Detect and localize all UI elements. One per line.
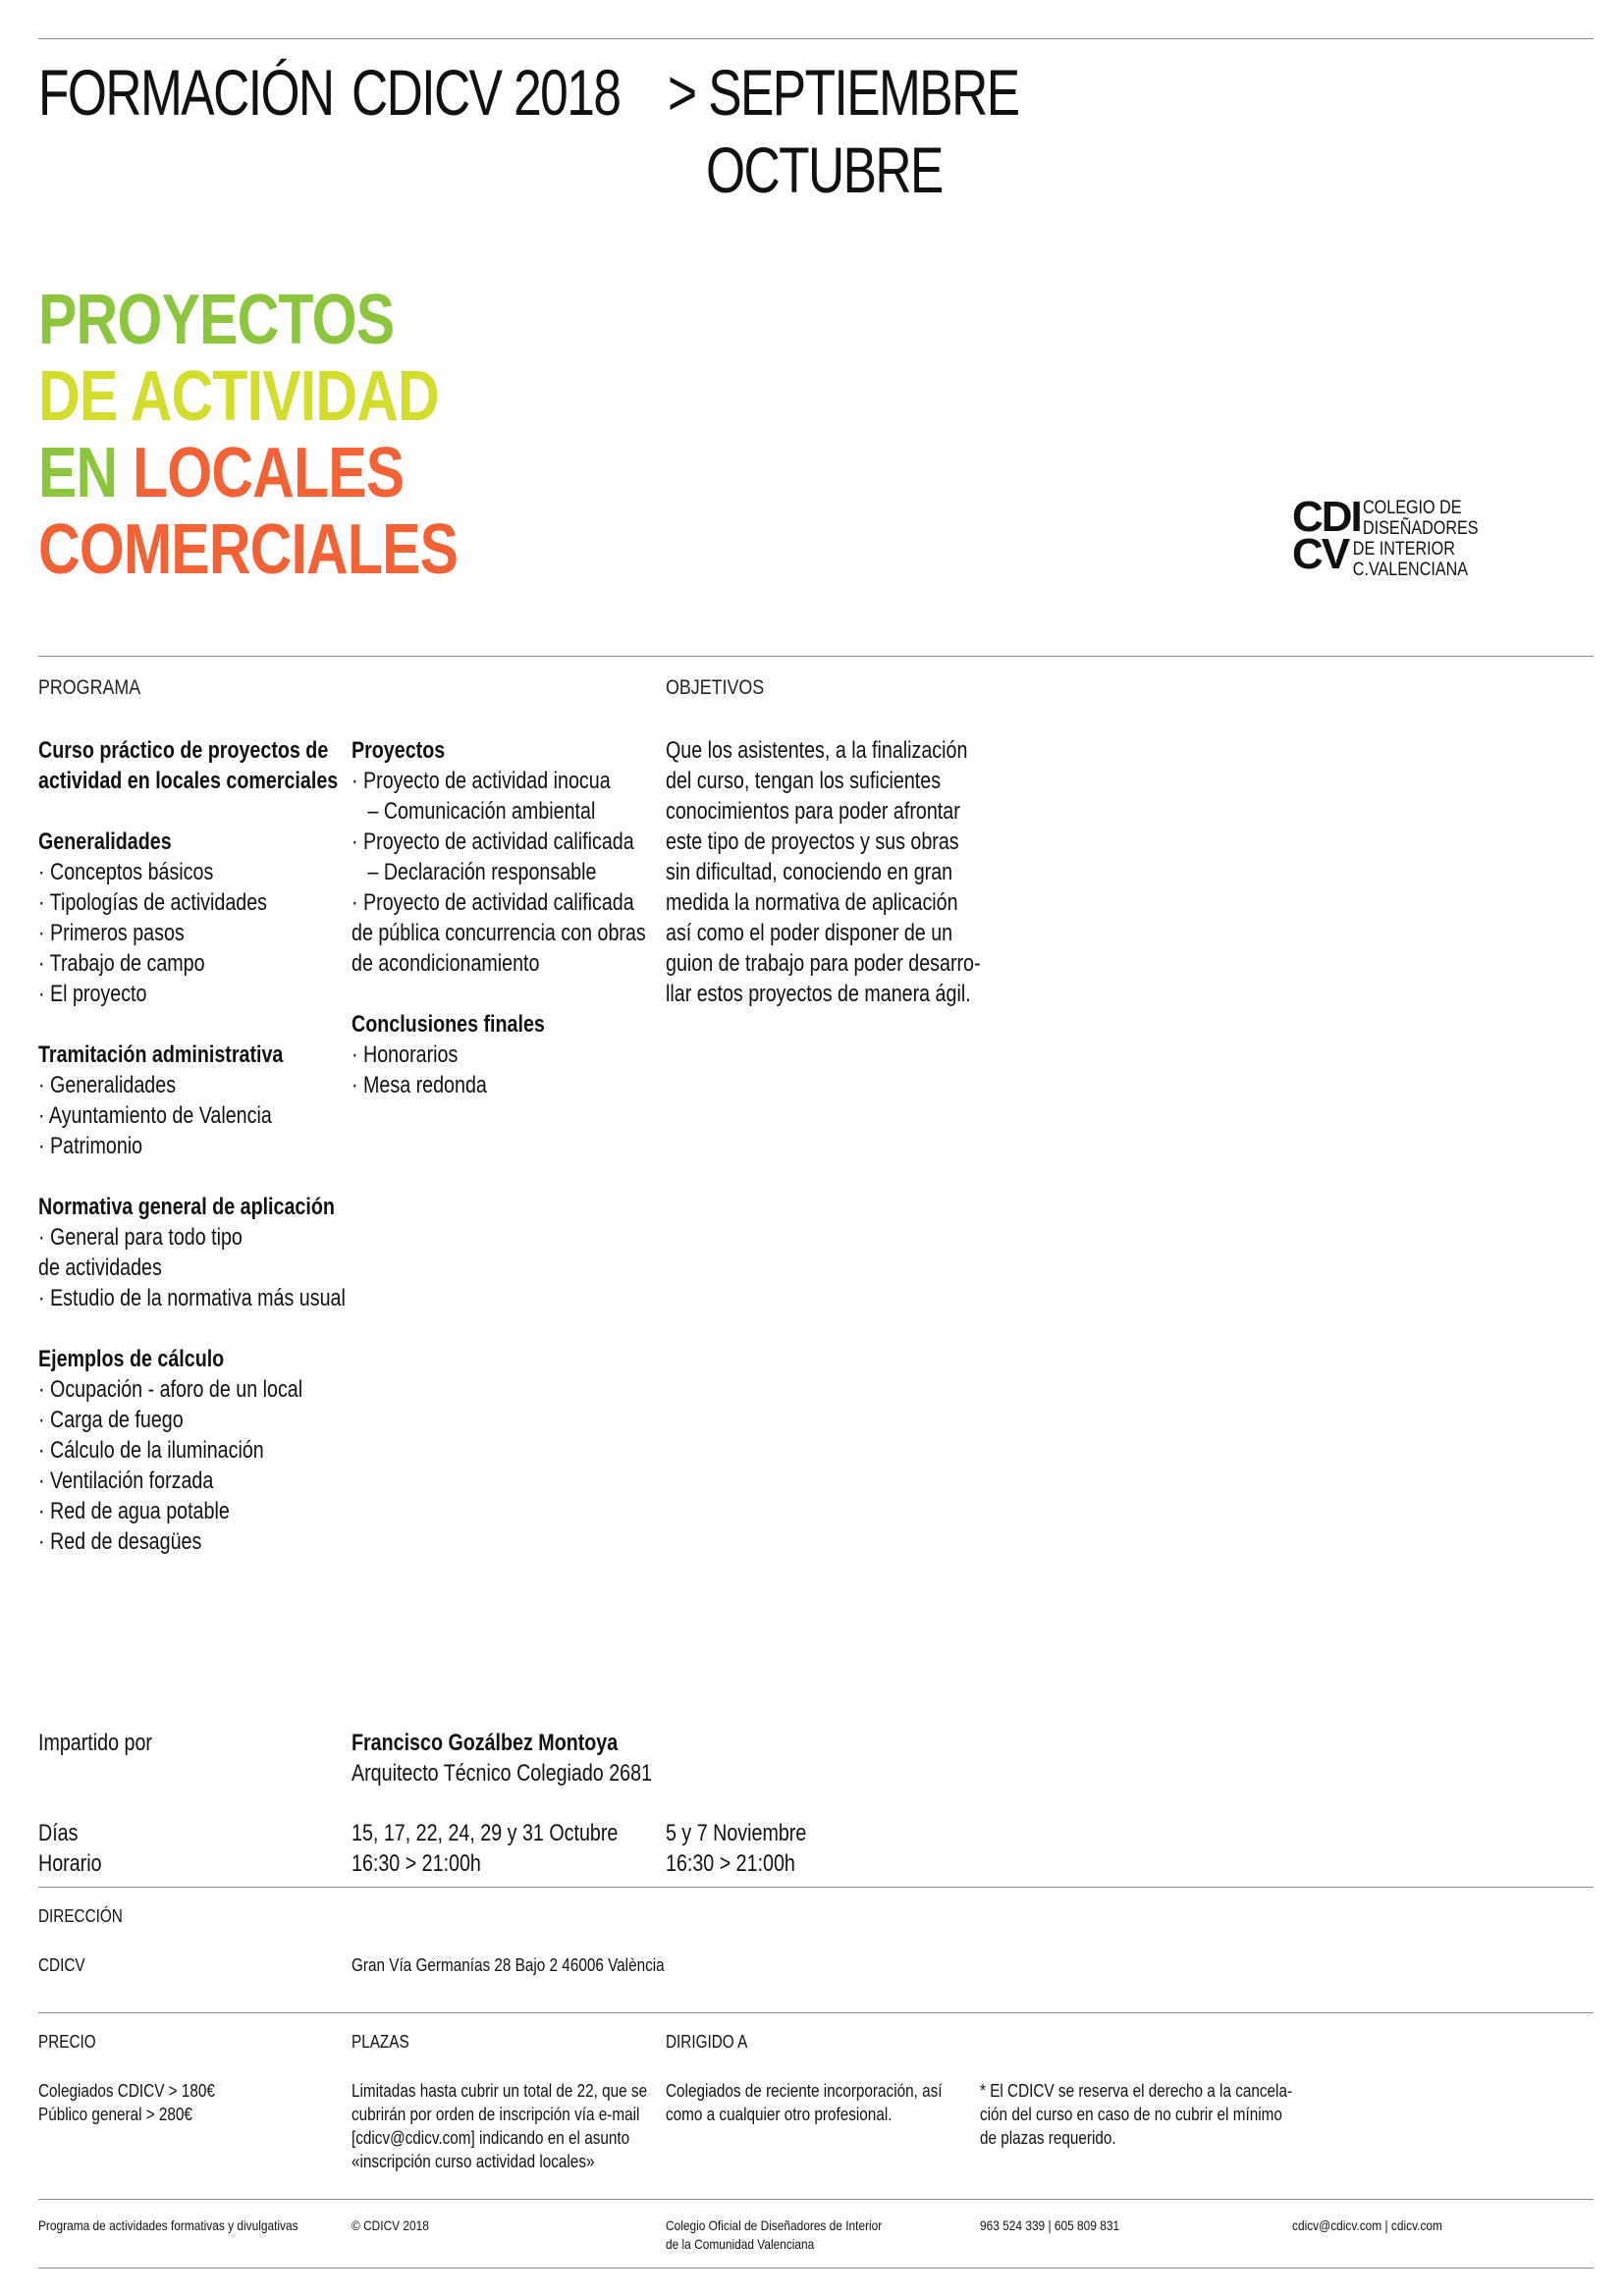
program-item: · Red de desagües [38, 1528, 202, 1555]
program-item: · Tipologías de actividades [38, 889, 268, 916]
horario-octubre: 16:30 > 21:00h [352, 1850, 481, 1877]
footer-copyright: © CDICV 2018 [352, 2217, 429, 2233]
program-heading: Ejemplos de cálculo [38, 1346, 225, 1372]
header-months-line2: OCTUBRE [706, 133, 943, 206]
program-item: · Cálculo de la iluminación [38, 1437, 264, 1464]
program-item: · Carga de fuego [38, 1407, 184, 1433]
precio-line: Público general > 280€ [38, 2105, 192, 2124]
direccion-rule [38, 2012, 1594, 2013]
precio-label: PRECIO [38, 2032, 96, 2052]
program-item: · Mesa redonda [352, 1072, 487, 1098]
nota-line: ción del curso en caso de no cubrir el mínimo [980, 2105, 1282, 2124]
logo-text-line: DE INTERIOR [1352, 539, 1455, 560]
objetivos-line: medida la normativa de aplicación [666, 889, 958, 916]
program-item: · Estudio de la normativa más usual [38, 1285, 346, 1311]
spacer [38, 1161, 346, 1192]
plazas-label: PLAZAS [352, 2032, 409, 2052]
footer-college-line1: Colegio Oficial de Diseñadores de Interior [666, 2217, 883, 2233]
program-item: · Ocupación - aforo de un local [38, 1376, 303, 1403]
objetivos-line: Que los asistentes, a la finalización [666, 737, 968, 764]
course-title [38, 282, 458, 588]
plazas-line: cubrirán por orden de inscripción vía e-mail [352, 2105, 640, 2124]
program-heading: Normativa general de aplicación [38, 1194, 335, 1220]
objetivos-text [666, 735, 981, 1009]
program-item: · Conceptos básicos [38, 859, 214, 885]
programa-column-2 [352, 735, 646, 1100]
spacer [38, 1313, 346, 1344]
objetivos-line: conocimientos para poder afrontar [666, 798, 960, 825]
plazas-line: Limitadas hasta cubrir un total de 22, que se [352, 2081, 648, 2101]
program-item: – Comunicación ambiental [352, 798, 596, 825]
title-line-2: DE ACTIVIDAD [38, 357, 439, 436]
nota-line: * El CDICV se reserva el derecho a la cancela- [980, 2081, 1293, 2101]
logo-text-line: C.VALENCIANA [1352, 560, 1469, 580]
spacer [38, 796, 346, 827]
dias-label: Días [38, 1820, 79, 1846]
header-cdicv-2018: CDICV 2018 [352, 56, 621, 129]
program-item: · General para todo tipo [38, 1224, 243, 1251]
logo-mark-line1: CDI [1292, 493, 1361, 541]
program-item: de pública concurrencia con obras [352, 920, 646, 946]
footer-contact: cdicv@cdicv.com | cdicv.com [1292, 2217, 1442, 2233]
precio-line: Colegiados CDICV > 180€ [38, 2081, 215, 2101]
objetivos-label: OBJETIVOS [666, 676, 765, 699]
program-item: · Trabajo de campo [38, 950, 205, 977]
direccion-address: Gran Vía Germanías 28 Bajo 2 46006 València [352, 1955, 665, 1975]
footer-rule [38, 2199, 1594, 2200]
plazas-text [352, 2079, 647, 2173]
spacer [352, 979, 646, 1009]
dias-octubre: 15, 17, 22, 24, 29 y 31 Octubre [352, 1820, 619, 1846]
header-months-line1: > SEPTIEMBRE [668, 56, 1019, 129]
objetivos-line: este tipo de proyectos y sus obras [666, 828, 959, 855]
horario-noviembre: 16:30 > 21:00h [666, 1850, 795, 1877]
program-item: · El proyecto [38, 981, 147, 1007]
program-item: de actividades [38, 1255, 162, 1281]
logo-mark-line2: CV [1292, 530, 1349, 578]
title-line-3-locales: LOCALES [132, 434, 405, 512]
objetivos-line: llar estos proyectos de manera ágil. [666, 981, 971, 1007]
horario-label: Horario [38, 1850, 102, 1877]
footer-program: Programa de actividades formativas y divulgativas [38, 2217, 298, 2233]
plazas-line: «inscripción curso actividad locales» [352, 2152, 595, 2171]
program-item: · Generalidades [38, 1072, 177, 1098]
dirigido-line: Colegiados de reciente incorporación, así [666, 2081, 943, 2101]
title-line-4: COMERCIALES [38, 510, 459, 589]
program-item: · Primeros pasos [38, 920, 185, 946]
dirigido-label: DIRIGIDO A [666, 2032, 748, 2052]
direccion-place: CDICV [38, 1955, 85, 1975]
program-heading: Proyectos [352, 737, 446, 764]
direccion-label: DIRECCIÓN [38, 1906, 123, 1926]
plazas-line: [cdicv@cdicv.com] indicando en el asunto [352, 2128, 630, 2148]
footer-college-line2: de la Comunidad Valenciana [666, 2236, 815, 2252]
program-heading: Curso práctico de proyectos de [38, 737, 329, 764]
program-heading: Tramitación administrativa [38, 1041, 284, 1068]
impartido-label: Impartido por [38, 1730, 152, 1756]
objetivos-line: del curso, tengan los suficientes [666, 768, 942, 794]
schedule-rule [38, 1887, 1594, 1888]
programa-label: PROGRAMA [38, 676, 141, 699]
bottom-rule [38, 2268, 1594, 2269]
header-formacion: FORMACIÓN [38, 56, 334, 129]
dirigido-line: como a cualquier otro profesional. [666, 2105, 893, 2124]
top-rule [38, 38, 1594, 39]
precio-text [38, 2079, 215, 2126]
objetivos-line: así como el poder disponer de un [666, 920, 953, 946]
logo-text-line: COLEGIO DE [1363, 498, 1462, 518]
title-line-3-en: EN [38, 434, 118, 512]
program-heading: actividad en locales comerciales [38, 768, 339, 794]
program-heading: Generalidades [38, 828, 172, 855]
teacher-role: Arquitecto Técnico Colegiado 2681 [352, 1760, 652, 1787]
program-item: · Proyecto de actividad inocua [352, 768, 611, 794]
logo-text [1352, 498, 1479, 580]
program-item: de acondicionamiento [352, 950, 540, 977]
program-item: · Ayuntamiento de Valencia [38, 1102, 272, 1129]
title-line-3 [38, 435, 458, 511]
footer-phones: 963 524 339 | 605 809 831 [980, 2217, 1120, 2233]
program-item: · Honorarios [352, 1041, 459, 1068]
objetivos-line: sin dificultad, conociendo en gran [666, 859, 953, 885]
objetivos-line: guion de trabajo para poder desarro- [666, 950, 981, 977]
spacer [38, 1009, 346, 1040]
title-line-1: PROYECTOS [38, 281, 395, 359]
nota-line: de plazas requerido. [980, 2128, 1116, 2148]
programa-column-1 [38, 735, 346, 1557]
program-item: · Ventilación forzada [38, 1468, 214, 1494]
program-item: · Proyecto de actividad calificada [352, 889, 634, 916]
dias-noviembre: 5 y 7 Noviembre [666, 1820, 807, 1846]
teacher-name: Francisco Gozálbez Montoya [352, 1730, 619, 1756]
program-item: · Proyecto de actividad calificada [352, 828, 634, 855]
program-item: – Declaración responsable [352, 859, 597, 885]
program-heading: Conclusiones finales [352, 1011, 545, 1038]
program-item: · Patrimonio [38, 1133, 143, 1159]
program-rule [38, 656, 1594, 657]
dirigido-text [666, 2079, 943, 2126]
program-item: · Red de agua potable [38, 1498, 230, 1524]
logo-text-line: DISEÑADORES [1363, 518, 1479, 539]
cancelation-note [980, 2079, 1292, 2150]
